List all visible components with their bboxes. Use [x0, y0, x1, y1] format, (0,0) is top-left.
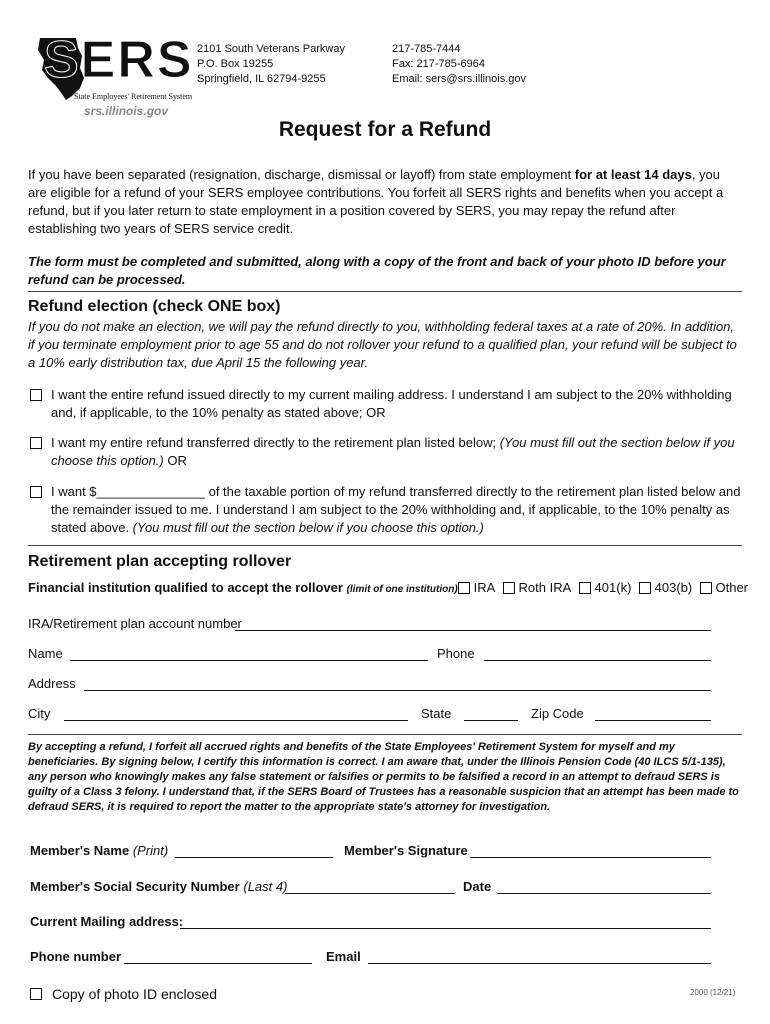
divider [28, 291, 742, 292]
address-line: Springfield, IL 62794-9255 [197, 73, 326, 85]
plan-403b-checkbox[interactable] [639, 582, 651, 594]
member-signature-label: Member's Signature [344, 843, 468, 858]
member-ssn-note: (Last 4) [243, 879, 288, 894]
institution-note: (limit of one institution) [346, 584, 458, 595]
rollover-state-label: State [421, 706, 452, 721]
plan-other-checkbox[interactable] [700, 582, 712, 594]
certification-statement: By accepting a refund, I forfeit all accrued rights and benefits of the State Employees' Retirement System for myself and my beneficiaries. By signing below, I certify this information is correct. I am aware that, under the Illinois Pension Code (40 ILCS 5/1-135), any person who knowingly makes any false statement or falsifies or permits to be falsified a record in an attempt to defraud SERS is guilty of a Class 3 felony. I understand that, if the SERS Board of Trustees has a reasonable suspicion that an attempt has been made to defraud SERS, it is required to report the matter to the appropriate state's attorney for investigation. [28, 741, 739, 813]
phone-number-field[interactable] [124, 963, 312, 964]
member-name-field[interactable] [175, 857, 333, 858]
logo-tagline: State Employees' Retirement System [74, 92, 193, 101]
refund-election-heading: Refund election (check ONE box) [28, 298, 281, 315]
logo-website: srs.illinois.gov [84, 104, 169, 118]
institution-row [28, 580, 458, 595]
rollover-zip-label: Zip Code [531, 706, 584, 721]
contact-line: Email: sers@srs.illinois.gov [392, 73, 527, 85]
mailing-address-field[interactable] [180, 928, 711, 929]
intro-paragraph [28, 166, 742, 238]
rollover-zip-field[interactable] [595, 720, 711, 721]
option-full-rollover-text: I want my entire refund transferred directly to the retirement plan listed below; [51, 435, 500, 450]
rollover-name-field[interactable] [70, 660, 428, 661]
member-signature-field[interactable] [470, 857, 711, 858]
member-ssn-label [30, 879, 287, 894]
photo-id-label: Copy of photo ID enclosed [52, 986, 217, 1002]
option-full-rollover-or: OR [163, 453, 187, 468]
email-field[interactable] [368, 963, 711, 964]
institution-label: Financial institution qualified to accept the rollover [28, 580, 343, 595]
rollover-city-label: City [28, 706, 51, 721]
plan-other-label: Other [715, 580, 748, 595]
rollover-heading: Retirement plan accepting rollover [28, 553, 292, 570]
page-title: Request for a Refund [278, 118, 492, 141]
email-label: Email [326, 949, 361, 964]
member-ssn-field[interactable] [285, 893, 455, 894]
option-partial-rollover-checkbox[interactable] [30, 486, 42, 498]
rollover-phone-label: Phone [437, 646, 475, 661]
form-number: 2000 (12/21) [690, 988, 736, 997]
plan-ira-label: IRA [473, 580, 496, 595]
logo-letters: SERS [44, 31, 194, 89]
plan-roth-ira-label: Roth IRA [518, 580, 572, 595]
sers-contact [392, 42, 526, 87]
account-number-label: IRA/Retirement plan account number [28, 616, 242, 631]
date-label: Date [463, 879, 492, 894]
divider [28, 734, 742, 735]
rollover-address-label: Address [28, 676, 76, 691]
member-name-label-text: Member's Name [30, 843, 130, 858]
option-direct-refund-checkbox[interactable] [30, 389, 42, 401]
photo-id-notice: The form must be completed and submitted, along with a copy of the front and back of your photo ID before your refund can be processed. [28, 254, 726, 287]
option-partial-rollover-text: I want $_______________ of the taxable portion of my refund transferred directly to the retirement plan listed below and the remainder issued to me. I understand I am subject to the 20% withholding and, if applicable, to the 10% penalty as stated above. [51, 484, 741, 535]
rollover-name-label: Name [28, 646, 63, 661]
address-line: P.O. Box 19255 [197, 58, 274, 70]
date-field[interactable] [497, 893, 711, 894]
plan-roth-ira-checkbox[interactable] [503, 582, 515, 594]
plan-ira-checkbox[interactable] [458, 582, 470, 594]
option-full-rollover-checkbox[interactable] [30, 437, 42, 449]
plan-type-options [458, 580, 748, 595]
sers-address [197, 42, 345, 87]
member-ssn-label-text: Member's Social Security Number [30, 879, 240, 894]
rollover-phone-field[interactable] [484, 660, 711, 661]
account-number-field[interactable] [235, 630, 711, 631]
plan-403b-label: 403(b) [654, 580, 693, 595]
option-full-rollover-label [51, 434, 743, 470]
photo-id-checkbox[interactable] [30, 988, 42, 1000]
contact-line: Fax: 217-785-6964 [392, 58, 485, 70]
contact-line: 217-785-7444 [392, 43, 461, 55]
address-line: 2101 South Veterans Parkway [197, 43, 345, 55]
rollover-address-field[interactable] [84, 690, 711, 691]
member-name-label [30, 843, 168, 858]
intro-text: If you have been separated (resignation, discharge, dismissal or layoff) from state employment [28, 167, 575, 182]
option-partial-rollover-label [51, 483, 743, 537]
rollover-city-field[interactable] [64, 720, 408, 721]
option-partial-rollover-note: (You must fill out the section below if you choose this option.) [132, 520, 484, 535]
divider [28, 545, 742, 546]
mailing-address-label: Current Mailing address: [30, 914, 184, 929]
rollover-state-field[interactable] [464, 720, 518, 721]
intro-text-end: , you are eligible for a refund of your SERS employee contributions. You forfeit all SERS rights and benefits when you accept a refund, but if you later return to state employment in a position covered by SERS, you may repay the refund after establishing two years of SERS service credit. [28, 167, 724, 236]
refund-election-note: If you do not make an election, we will pay the refund directly to you, withholding federal taxes at a rate of 20%. In addition, if you terminate employment prior to age 55 and do not rollover your refund to a qualified plan, your refund will be subject to a 10% early distribution tax, due April 15 the following year. [28, 319, 737, 370]
plan-401k-checkbox[interactable] [579, 582, 591, 594]
phone-number-label: Phone number [30, 949, 122, 964]
option-direct-refund-label: I want the entire refund issued directly to my current mailing address. I understand I am subject to the 20% withholding and, if applicable, to the 10% penalty as stated above; OR [51, 387, 732, 420]
plan-401k-label: 401(k) [594, 580, 632, 595]
intro-bold: for at least 14 days [574, 167, 692, 182]
option-full-rollover-note: (You must fill out the section below if you choose this option.) [51, 435, 735, 468]
member-name-note: (Print) [132, 843, 169, 858]
